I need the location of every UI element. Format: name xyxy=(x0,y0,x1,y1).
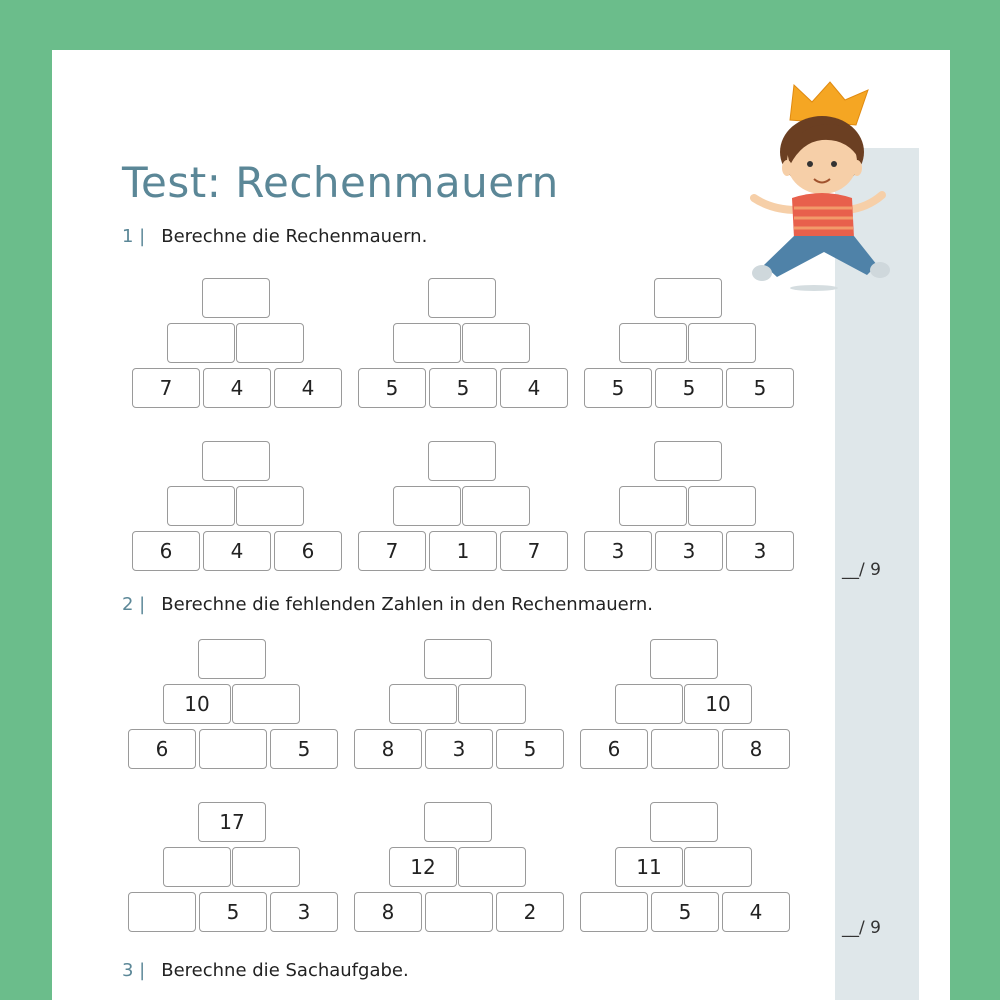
wall-brick: 6 xyxy=(580,729,648,769)
task-3 xyxy=(122,960,409,981)
score-field-2[interactable]: __/ 9 xyxy=(842,918,881,938)
wall-brick: 4 xyxy=(203,368,271,408)
wall-brick: 6 xyxy=(132,531,200,571)
wall-brick: 8 xyxy=(354,892,422,932)
wall-brick: 7 xyxy=(358,531,426,571)
wall-brick[interactable] xyxy=(232,847,300,887)
wall-brick[interactable] xyxy=(615,684,683,724)
wall-brick[interactable] xyxy=(684,847,752,887)
wall-brick[interactable] xyxy=(462,486,530,526)
wall-brick[interactable] xyxy=(167,486,235,526)
wall-brick: 5 xyxy=(726,368,794,408)
wall-brick: 4 xyxy=(274,368,342,408)
wall-brick: 2 xyxy=(496,892,564,932)
number-wall xyxy=(128,802,340,934)
wall-brick[interactable] xyxy=(654,441,722,481)
wall-brick[interactable] xyxy=(389,684,457,724)
wall-brick[interactable] xyxy=(425,892,493,932)
wall-brick: 3 xyxy=(655,531,723,571)
wall-brick: 7 xyxy=(500,531,568,571)
wall-brick[interactable] xyxy=(458,684,526,724)
wall-brick[interactable] xyxy=(202,441,270,481)
wall-brick: 3 xyxy=(270,892,338,932)
wall-brick: 5 xyxy=(496,729,564,769)
wall-brick[interactable] xyxy=(688,323,756,363)
number-wall xyxy=(358,441,570,573)
wall-brick: 8 xyxy=(722,729,790,769)
wall-brick: 1 xyxy=(429,531,497,571)
wall-brick[interactable] xyxy=(163,847,231,887)
task-2 xyxy=(122,594,653,615)
wall-brick: 4 xyxy=(203,531,271,571)
number-wall xyxy=(354,639,566,771)
wall-brick[interactable] xyxy=(428,278,496,318)
task-1 xyxy=(122,226,427,247)
task-number: 2 | xyxy=(122,594,146,615)
wall-brick[interactable] xyxy=(128,892,196,932)
wall-brick[interactable] xyxy=(236,323,304,363)
wall-brick[interactable] xyxy=(462,323,530,363)
task-number: 1 | xyxy=(122,226,146,247)
wall-brick: 5 xyxy=(358,368,426,408)
number-wall xyxy=(580,639,792,771)
boy-with-crown-illustration xyxy=(742,80,892,295)
number-wall xyxy=(358,278,570,410)
wall-brick: 6 xyxy=(274,531,342,571)
task-text: Berechne die Rechenmauern. xyxy=(161,226,428,247)
number-wall xyxy=(584,441,796,573)
wall-brick: 4 xyxy=(722,892,790,932)
wall-brick: 5 xyxy=(199,892,267,932)
number-wall xyxy=(580,802,792,934)
wall-brick: 5 xyxy=(429,368,497,408)
wall-brick: 3 xyxy=(425,729,493,769)
wall-brick[interactable] xyxy=(650,639,718,679)
wall-brick[interactable] xyxy=(651,729,719,769)
wall-brick[interactable] xyxy=(654,278,722,318)
wall-brick: 5 xyxy=(270,729,338,769)
number-wall xyxy=(132,441,344,573)
wall-brick[interactable] xyxy=(167,323,235,363)
wall-brick[interactable] xyxy=(424,639,492,679)
wall-brick: 3 xyxy=(726,531,794,571)
number-wall xyxy=(354,802,566,934)
task-text: Berechne die Sachaufgabe. xyxy=(161,960,409,981)
wall-brick: 17 xyxy=(198,802,266,842)
wall-brick[interactable] xyxy=(428,441,496,481)
wall-brick: 7 xyxy=(132,368,200,408)
wall-brick: 10 xyxy=(684,684,752,724)
wall-brick[interactable] xyxy=(424,802,492,842)
score-field-1[interactable]: __/ 9 xyxy=(842,560,881,580)
wall-brick[interactable] xyxy=(580,892,648,932)
number-wall xyxy=(132,278,344,410)
wall-brick: 8 xyxy=(354,729,422,769)
task-number: 3 | xyxy=(122,960,146,981)
number-wall xyxy=(128,639,340,771)
wall-brick: 3 xyxy=(584,531,652,571)
wall-brick[interactable] xyxy=(236,486,304,526)
wall-brick[interactable] xyxy=(650,802,718,842)
worksheet-page xyxy=(52,50,950,1000)
wall-brick: 5 xyxy=(655,368,723,408)
wall-brick[interactable] xyxy=(232,684,300,724)
wall-brick: 10 xyxy=(163,684,231,724)
wall-brick[interactable] xyxy=(202,278,270,318)
wall-brick: 5 xyxy=(651,892,719,932)
wall-brick: 4 xyxy=(500,368,568,408)
wall-brick: 11 xyxy=(615,847,683,887)
number-wall xyxy=(584,278,796,410)
wall-brick[interactable] xyxy=(198,639,266,679)
wall-brick[interactable] xyxy=(393,323,461,363)
wall-brick[interactable] xyxy=(619,486,687,526)
wall-brick[interactable] xyxy=(619,323,687,363)
page-title: Test: Rechenmauern xyxy=(122,158,559,207)
wall-brick: 5 xyxy=(584,368,652,408)
task-text: Berechne die fehlenden Zahlen in den Rechenmauern. xyxy=(161,594,653,615)
wall-brick: 6 xyxy=(128,729,196,769)
wall-brick[interactable] xyxy=(393,486,461,526)
wall-brick[interactable] xyxy=(688,486,756,526)
wall-brick[interactable] xyxy=(458,847,526,887)
wall-brick[interactable] xyxy=(199,729,267,769)
wall-brick: 12 xyxy=(389,847,457,887)
